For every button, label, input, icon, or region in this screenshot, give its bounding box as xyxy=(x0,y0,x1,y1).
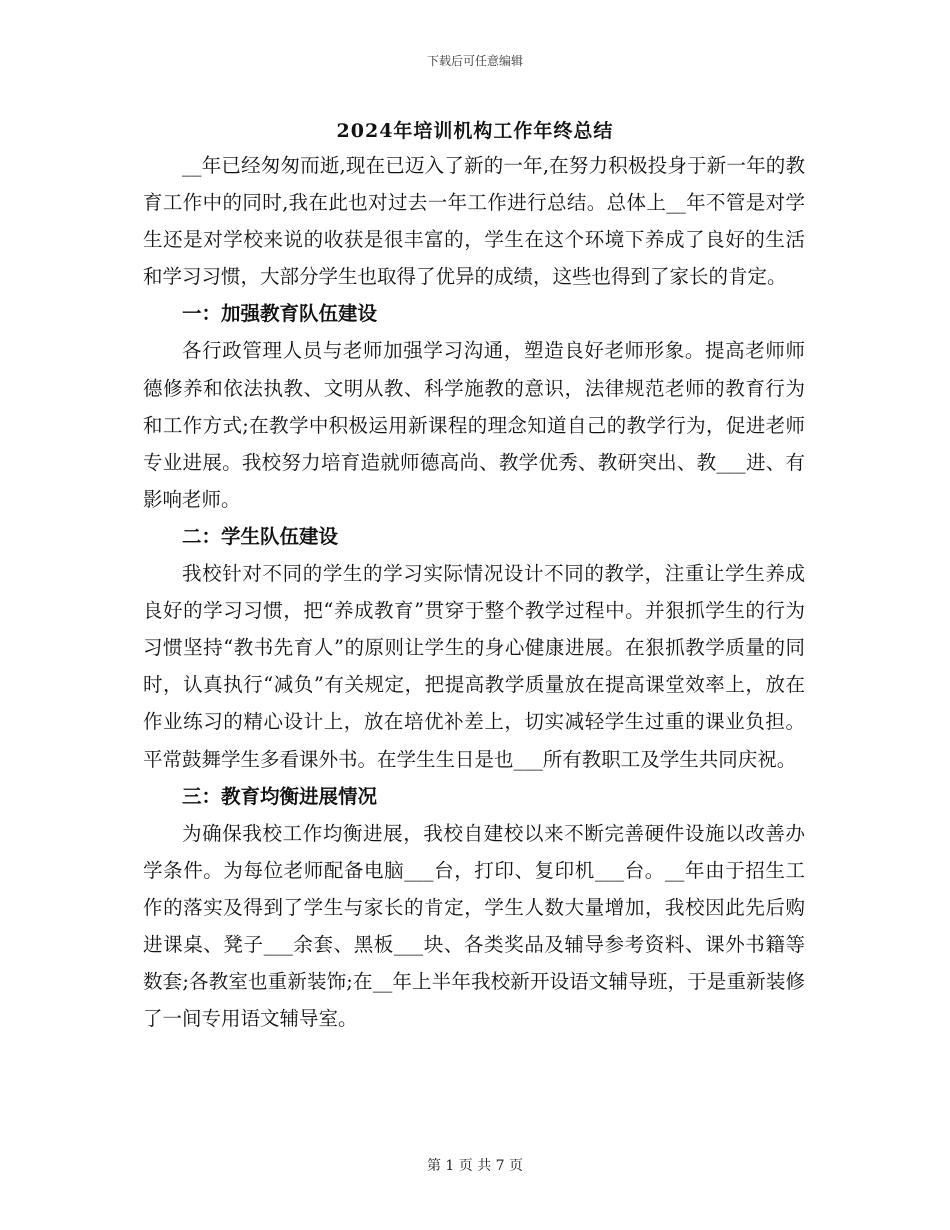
section-paragraph: 各行政管理人员与老师加强学习沟通，塑造良好老师形象。提高老师师德修养和依法执教、文明从教、科学施教的意识，法律规范老师的教育行为和工作方式;在教学中积极运用新课程的理念知道自己的教学行为，促进老师专业进展。我校努力培育造就师德高尚、教学优秀、教研突出、教___进、有影响老师。 xyxy=(143,339,805,511)
section-paragraph: 为确保我校工作均衡进展，我校自建校以来不断完善硬件设施以改善办学条件。为每位老师配备电脑___台，打印、复印机___台。__年由于招生工作的落实及得到了学生与家长的肯定，学生人数大量增加，我校因此先后购进课桌、凳子___余套、黑板___块、各类奖品及辅导参考资料、课外书籍等数套;各教室也重新装饰;在__年上半年我校新开设语文辅导班，于是重新装修了一间专用语文辅导室。 xyxy=(143,821,805,1031)
section-paragraph: 我校针对不同的学生的学习实际情况设计不同的教学，注重让学生养成良好的学习习惯，把“养成教育”贯穿于整个教学过程中。并狠抓学生的行为习惯坚持“教书先育人”的原则让学生的身心健康进展。在狠抓教学质量的同时，认真执行“减负”有关规定，把提高教学质量放在提高课堂效率上，放在作业练习的精心设计上，放在培优补差上，切实减轻学生过重的课业负担。平常鼓舞学生多看课外书。在学生生日是也___所有教职工及学生共同庆祝。 xyxy=(143,562,805,771)
page-number: 第 1 页 共 7 页 xyxy=(426,1158,524,1174)
section-heading: 二：学生队伍建设 xyxy=(182,524,339,548)
document-body xyxy=(143,147,805,1037)
header-note: 下载后可任意编辑 xyxy=(426,54,523,68)
document-title: 2024年培训机构工作年终总结 xyxy=(336,120,614,142)
section-heading: 一：加强教育队伍建设 xyxy=(182,302,378,326)
intro-paragraph: __年已经匆匆而逝,现在已迈入了新的一年,在努力积极投身于新一年的教育工作中的同时,我在此也对过去一年工作进行总结。总体上__年不管是对学生还是对学校来说的收获是很丰富的，学生在这个环境下养成了良好的生活和学习习惯，大部分学生也取得了优异的成绩，这些也得到了家长的肯定。 xyxy=(143,154,805,289)
section-heading: 三：教育均衡进展情况 xyxy=(182,784,378,808)
